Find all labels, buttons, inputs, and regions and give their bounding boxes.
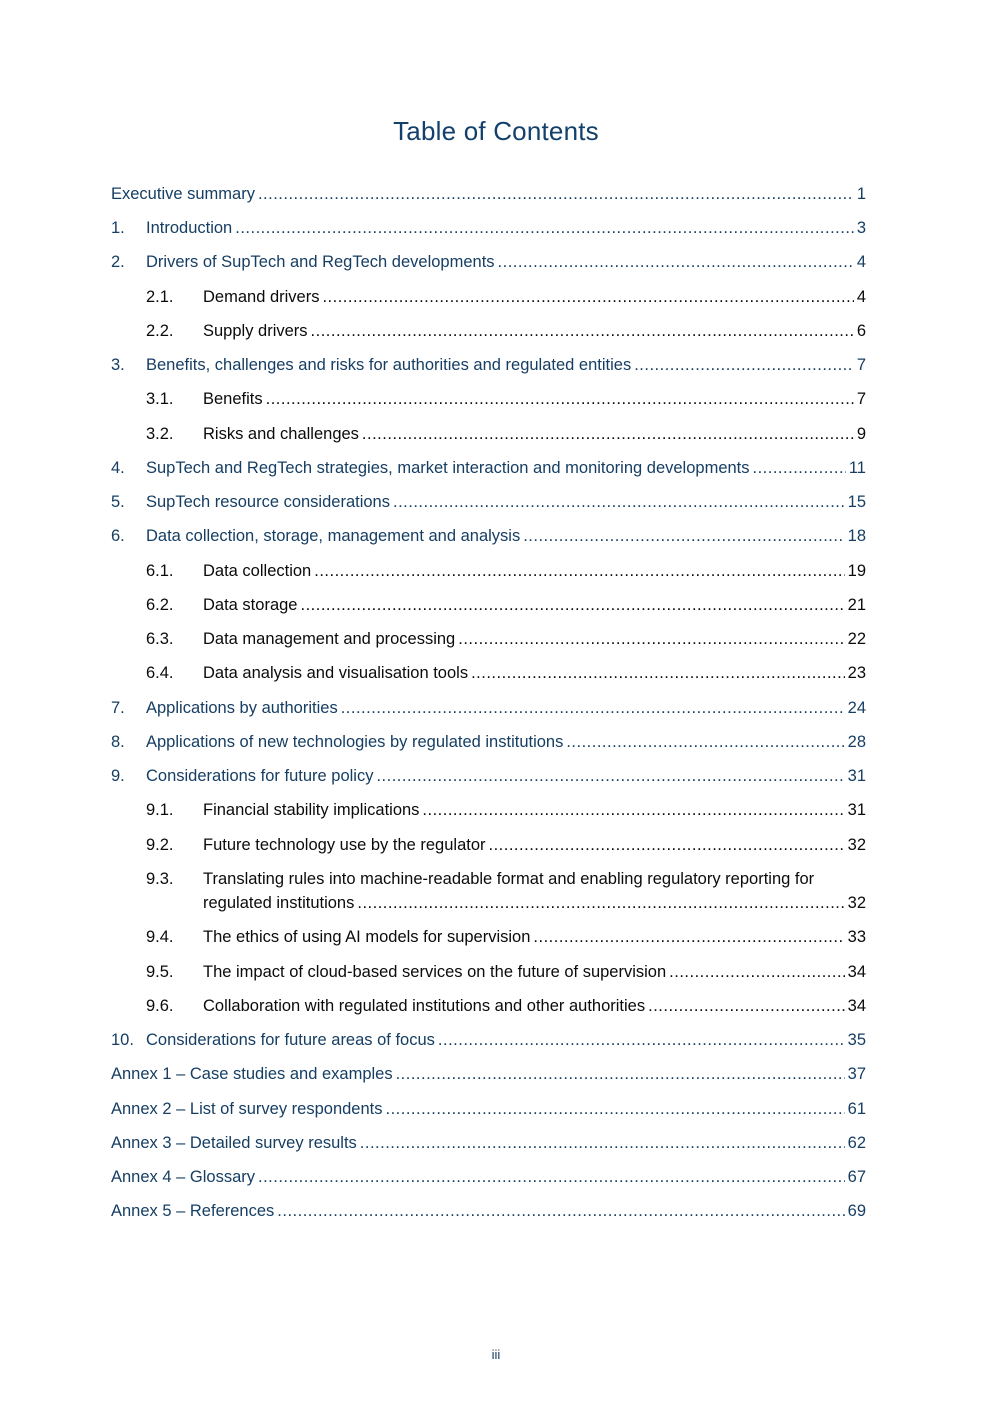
toc-leader-dots	[438, 1028, 845, 1052]
toc-entry-title: Considerations for future areas of focus	[146, 1031, 435, 1049]
toc-section-number: 1.	[111, 219, 125, 237]
toc-section-number: 2.1.	[146, 288, 174, 306]
toc-leader-dots	[753, 456, 846, 480]
toc-leader-dots	[360, 1131, 845, 1155]
toc-leader-dots	[489, 833, 845, 857]
toc-section-number: 6.3.	[146, 630, 174, 648]
toc-page-number: 67	[847, 1168, 866, 1186]
toc-page-number: 35	[847, 1031, 866, 1049]
toc-leader-dots	[669, 960, 844, 984]
toc-leader-dots	[648, 994, 845, 1018]
toc-entry-data-analysis[interactable]	[111, 661, 866, 685]
toc-entry-executive-summary[interactable]	[111, 182, 866, 206]
toc-section-number: 6.4.	[146, 664, 174, 682]
toc-entry-title: Collaboration with regulated institutions and other authorities	[203, 997, 646, 1015]
toc-page-number: 32	[847, 836, 866, 854]
toc-leader-dots	[471, 661, 845, 685]
toc-section-number: 9.	[111, 767, 125, 785]
toc-entry-future-technology-use[interactable]	[111, 833, 866, 857]
toc-entry-machine-readable-rules[interactable]	[111, 867, 866, 915]
toc-entry-title: Annex 5 – References	[111, 1202, 275, 1220]
toc-section-number: 6.	[111, 527, 125, 545]
toc-entry-benefits-challenges-risks[interactable]	[111, 353, 866, 377]
toc-entry-title: Data management and processing	[203, 630, 456, 648]
toc-entry-demand-drivers[interactable]	[111, 285, 866, 309]
toc-leader-dots	[235, 216, 854, 240]
toc-entry-data-collection-storage[interactable]	[111, 524, 866, 548]
toc-entry-strategies[interactable]	[111, 456, 866, 480]
toc-page-number: 6	[856, 322, 866, 340]
toc-page-number: 4	[856, 253, 866, 271]
toc-page-number: 11	[848, 459, 866, 477]
toc-entry-data-collection[interactable]	[111, 559, 866, 583]
toc-entry-title: Data storage	[203, 596, 298, 614]
toc-page-number: 34	[847, 997, 866, 1015]
toc-leader-dots	[393, 490, 845, 514]
toc-entry-future-policy[interactable]	[111, 764, 866, 788]
toc-section-number: 6.1.	[146, 562, 174, 580]
toc-page-number: 9	[856, 425, 866, 443]
toc-entry-title: Considerations for future policy	[146, 767, 374, 785]
toc-entry-cloud-services[interactable]	[111, 960, 866, 984]
toc-entry-benefits[interactable]	[111, 387, 866, 411]
toc-leader-dots	[566, 730, 844, 754]
toc-leader-dots	[300, 593, 844, 617]
toc-entry-title: Financial stability implications	[203, 801, 420, 819]
toc-page-number: 4	[856, 288, 866, 306]
toc-page-number: 1	[856, 185, 866, 203]
toc-page-number: 7	[856, 356, 866, 374]
toc-section-number: 9.6.	[146, 997, 174, 1015]
toc-leader-dots	[498, 250, 854, 274]
toc-leader-dots	[266, 387, 854, 411]
toc-entry-risks-and-challenges[interactable]	[111, 422, 866, 446]
toc-entry-title: Introduction	[146, 219, 233, 237]
toc-page-number: 21	[847, 596, 866, 614]
toc-entry-drivers[interactable]	[111, 250, 866, 274]
toc-entry-title: Applications of new technologies by regulated institutions	[146, 733, 564, 751]
toc-entry-ethics-ai[interactable]	[111, 925, 866, 949]
toc-entry-supply-drivers[interactable]	[111, 319, 866, 343]
toc-entry-financial-stability[interactable]	[111, 798, 866, 822]
toc-entry-annex-2[interactable]	[111, 1097, 866, 1121]
toc-entry-title: Translating rules into machine-readable format and enabling regulatory reporting for	[203, 870, 815, 888]
toc-entry-title: Annex 4 – Glossary	[111, 1168, 255, 1186]
toc-leader-dots	[322, 285, 853, 309]
toc-entry-introduction[interactable]	[111, 216, 866, 240]
toc-section-number: 4.	[111, 459, 125, 477]
toc-entry-collaboration[interactable]	[111, 994, 866, 1018]
toc-section-number: 9.5.	[146, 963, 174, 981]
toc-page-number: 31	[847, 801, 866, 819]
toc-section-number: 10.	[111, 1031, 134, 1049]
toc-entry-title: Data collection, storage, management and analysis	[146, 527, 521, 545]
toc-section-number: 7.	[111, 699, 125, 717]
toc-page-number: 31	[847, 767, 866, 785]
toc-section-number: 3.1.	[146, 390, 174, 408]
toc-leader-dots	[533, 925, 844, 949]
toc-section-number: 9.3.	[146, 870, 174, 888]
toc-section-number: 3.	[111, 356, 125, 374]
toc-leader-dots	[458, 627, 844, 651]
toc-entry-applications-regulated-institutions[interactable]	[111, 730, 866, 754]
toc-entry-title: Benefits	[203, 390, 263, 408]
toc-leader-dots	[341, 696, 845, 720]
toc-page-number: 32	[847, 894, 866, 912]
toc-leader-dots	[357, 891, 844, 915]
toc-leader-dots	[386, 1097, 845, 1121]
toc-entry-title: Benefits, challenges and risks for authorities and regulated entities	[146, 356, 632, 374]
toc-section-number: 2.2.	[146, 322, 174, 340]
toc-leader-dots	[362, 422, 854, 446]
toc-entry-annex-3[interactable]	[111, 1131, 866, 1155]
toc-entry-title: Demand drivers	[203, 288, 320, 306]
toc-entry-title: Drivers of SupTech and RegTech developments	[146, 253, 495, 271]
toc-page-number: 19	[847, 562, 866, 580]
toc-page-number: 15	[847, 493, 866, 511]
toc-section-number: 9.1.	[146, 801, 174, 819]
toc-entry-data-storage[interactable]	[111, 593, 866, 617]
toc-page-number: 22	[847, 630, 866, 648]
toc-leader-dots	[314, 559, 844, 583]
toc-page-number: 69	[847, 1202, 866, 1220]
toc-entry-title: Annex 2 – List of survey respondents	[111, 1100, 383, 1118]
toc-entry-title: Future technology use by the regulator	[203, 836, 486, 854]
toc-entry-annex-1[interactable]	[111, 1062, 866, 1086]
toc-entry-title: Data analysis and visualisation tools	[203, 664, 469, 682]
toc-page-number: 37	[847, 1065, 866, 1083]
toc-leader-dots	[258, 1165, 845, 1189]
toc-page-number: 28	[847, 733, 866, 751]
toc-page-number: 18	[847, 527, 866, 545]
toc-entry-title: SupTech and RegTech strategies, market interaction and monitoring developments	[146, 459, 750, 477]
page-number-footer: iii	[491, 1347, 501, 1362]
toc-leader-dots	[258, 182, 854, 206]
toc-section-number: 9.2.	[146, 836, 174, 854]
toc-leader-dots	[311, 319, 854, 343]
toc-section-number: 8.	[111, 733, 125, 751]
toc-entry-title: Risks and challenges	[203, 425, 359, 443]
toc-entry-title: Applications by authorities	[146, 699, 338, 717]
toc-entry-annex-5[interactable]	[111, 1199, 866, 1223]
toc-entry-annex-4[interactable]	[111, 1165, 866, 1189]
toc-section-number: 6.2.	[146, 596, 174, 614]
toc-entry-resource-considerations[interactable]	[111, 490, 866, 514]
page-title: Table of Contents	[393, 116, 599, 146]
toc-section-number: 9.4.	[146, 928, 174, 946]
toc-entry-title: The ethics of using AI models for supervision	[203, 928, 531, 946]
toc-entry-title: Supply drivers	[203, 322, 308, 340]
toc-section-number: 3.2.	[146, 425, 174, 443]
toc-entry-applications-by-authorities[interactable]	[111, 696, 866, 720]
toc-leader-dots	[376, 764, 844, 788]
toc-leader-dots	[422, 798, 844, 822]
toc-entry-title-continued: regulated institutions	[203, 894, 355, 912]
toc-leader-dots	[523, 524, 844, 548]
toc-leader-dots	[634, 353, 854, 377]
toc-entry-future-areas-of-focus[interactable]	[111, 1028, 866, 1052]
toc-entry-title: Executive summary	[111, 185, 255, 203]
toc-entry-title: Data collection	[203, 562, 312, 580]
toc-entry-title: Annex 1 – Case studies and examples	[111, 1065, 393, 1083]
toc-leader-dots	[396, 1062, 845, 1086]
toc-entry-data-management[interactable]	[111, 627, 866, 651]
toc-entry-title: Annex 3 – Detailed survey results	[111, 1134, 357, 1152]
toc-leader-dots	[277, 1199, 844, 1223]
toc-entry-title: SupTech resource considerations	[146, 493, 390, 511]
toc-section-number: 5.	[111, 493, 125, 511]
toc-page-number: 3	[856, 219, 866, 237]
toc-page-number: 24	[847, 699, 866, 717]
toc-page-number: 23	[847, 664, 866, 682]
toc-page-number: 62	[847, 1134, 866, 1152]
toc-page-number: 7	[856, 390, 866, 408]
toc-entry-title: The impact of cloud-based services on the future of supervision	[203, 963, 667, 981]
toc-section-number: 2.	[111, 253, 125, 271]
toc-page-number: 34	[847, 963, 866, 981]
toc-page-number: 33	[847, 928, 866, 946]
toc-page-number: 61	[847, 1100, 866, 1118]
